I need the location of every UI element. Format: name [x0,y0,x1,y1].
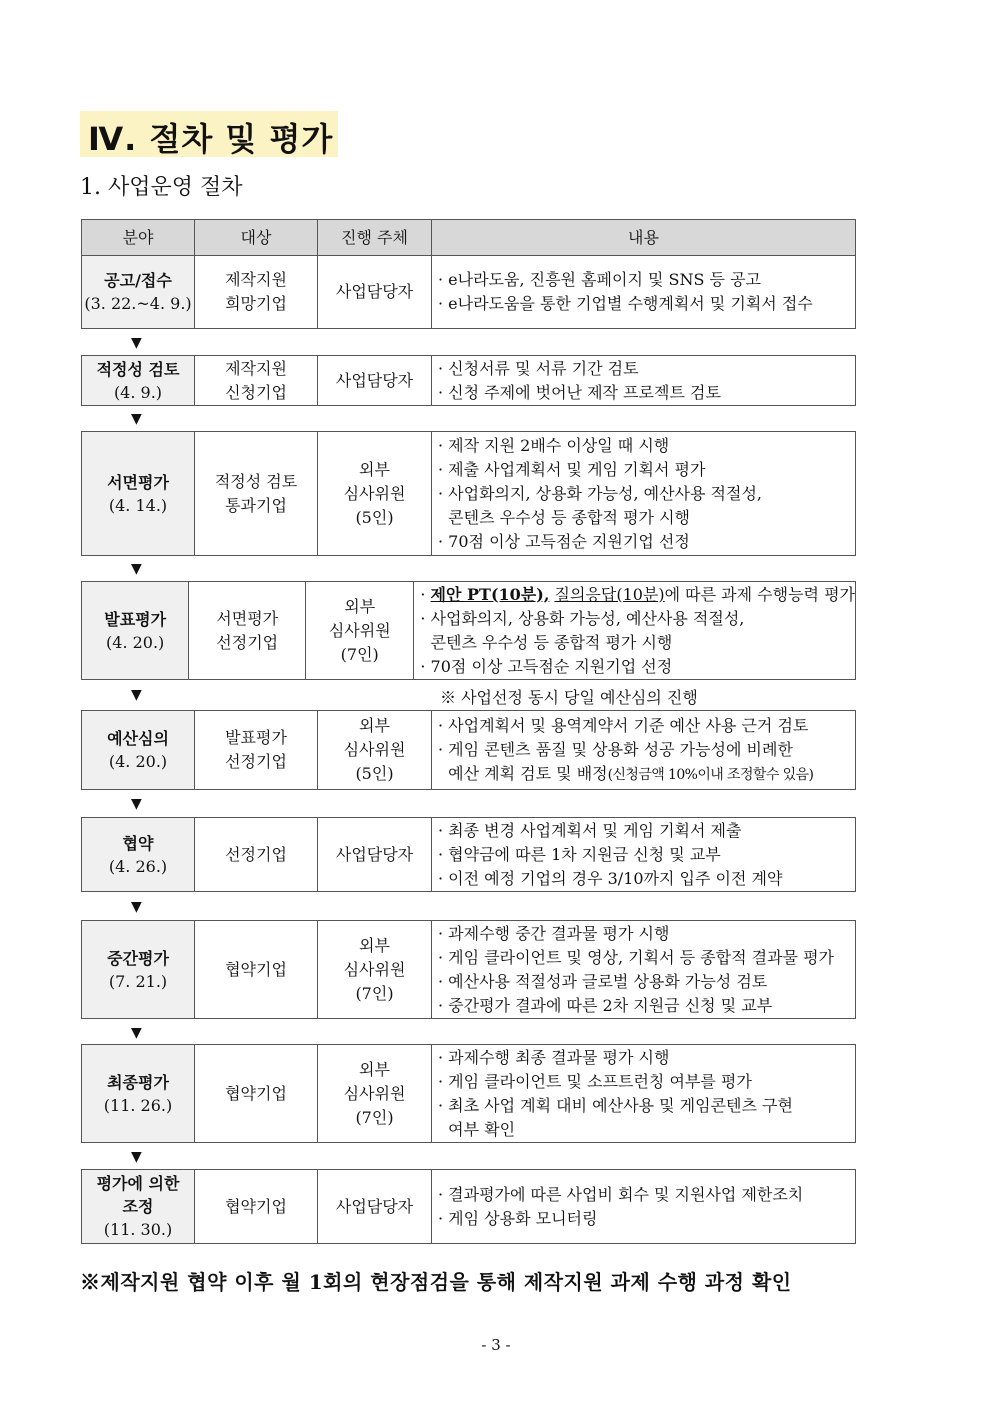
step-field: 공고/접수 (3. 22.~4. 9.) [82,256,195,328]
chapter-title: Ⅳ. 절차 및 평가 [88,120,334,158]
table-header-row [81,219,856,256]
budget-review-note: ※ 사업선정 동시 당일 예산심의 진행 [440,688,698,707]
step-target: 적정성 검토 통과기업 [195,432,318,555]
step-field: 평가에 의한 조정 (11. 30.) [82,1170,195,1243]
page-number: - 3 - [481,1336,511,1354]
step-subject: 사업담당자 [318,256,432,328]
down-arrow-icon: ▼ [131,1149,142,1165]
step-content: · 과제수행 중간 결과물 평가 시행 · 게임 클라이언트 및 영상, 기획서 등 종합적 결과물 평가 · 예산사용 적절성과 글로벌 상용화 가능성 검토 · 중간평가 결과에 따른 2차 지원금 신청 및 교부 [438,923,834,1015]
chapter-heading-highlight [80,111,338,157]
step-field: 예산심의 (4. 20.) [82,711,195,789]
step-subject: 외부 심사위원 (7인) [318,921,432,1018]
step-target: 제작지원 신청기업 [195,356,318,405]
step-row-eligibility-review [81,355,856,406]
header-target: 대상 [195,220,318,255]
step-content: · 제안 PT(10분), 질의응답(10분)에 따른 과제 수행능력 평가 · 사업화의지, 상용화 가능성, 예산사용 적절성, 콘텐츠 우수성 등 종합적 평가 시행 · 70점 이상 고득점순 지원기업 선정 [420,584,855,676]
step-content: · 최종 변경 사업계획서 및 게임 기획서 제출 · 협약금에 따른 1차 지원금 신청 및 교부 · 이전 예정 기업의 경우 3/10까지 입주 이전 계약 [438,820,783,888]
step-content: · 제작 지원 2배수 이상일 때 시행 · 제출 사업계획서 및 게임 기획서 평가 · 사업화의지, 상용화 가능성, 예산사용 적절성, 콘텐츠 우수성 등 종합적 평가 시행 · 70점 이상 고득점순 지원기업 선정 [438,435,762,551]
header-subject: 진행 주체 [318,220,432,255]
step-row-presentation-evaluation [81,581,856,680]
step-subject: 사업담당자 [318,818,432,891]
down-arrow-icon: ▼ [131,335,142,351]
down-arrow-icon: ▼ [131,411,142,427]
step-content: · 사업계획서 및 용역계약서 기준 예산 사용 근거 검토 · 게임 콘텐츠 품질 및 상용화 성공 가능성에 비례한 예산 계획 검토 및 배정(신청금액 10%이내 조정할수 있음) [438,715,814,783]
step-subject: 외부 심사위원 (7인) [306,582,414,679]
step-row-budget-review [81,710,856,790]
step-field: 중간평가 (7. 21.) [82,921,195,1018]
step-row-agreement [81,817,856,892]
step-target: 선정기업 [195,818,318,891]
down-arrow-icon: ▼ [131,687,142,703]
step-row-document-evaluation [81,431,856,556]
step-content: · 과제수행 최종 결과물 평가 시행 · 게임 클라이언트 및 소프트런칭 여부를 평가 · 최초 사업 계획 대비 예산사용 및 게임콘텐츠 구현 여부 확인 [438,1047,793,1139]
header-content: 내용 [432,220,855,255]
step-content: · e나라도움, 진흥원 홈페이지 및 SNS 등 공고 · e나라도움을 통한 기업별 수행계획서 및 기획서 접수 [438,270,813,313]
step-subject: 외부 심사위원 (5인) [318,711,432,789]
step-row-interim-evaluation [81,920,856,1019]
step-target: 발표평가 선정기업 [195,711,318,789]
step-subject: 사업담당자 [318,356,432,405]
down-arrow-icon: ▼ [131,561,142,577]
step-field: 발표평가 (4. 20.) [82,582,189,679]
step-field: 서면평가 (4. 14.) [82,432,195,555]
step-field: 협약 (4. 26.) [82,818,195,891]
header-field: 분야 [82,220,195,255]
step-row-announcement [81,255,856,329]
step-content: · 결과평가에 따른 사업비 회수 및 지원사업 제한조치 · 게임 상용화 모니터링 [438,1184,804,1228]
step-subject: 사업담당자 [318,1170,432,1243]
down-arrow-icon: ▼ [131,899,142,915]
step-row-adjustment [81,1169,856,1244]
step-target: 협약기업 [195,921,318,1018]
section-title: 1. 사업운영 절차 [80,175,243,200]
step-subject: 외부 심사위원 (7인) [318,1045,432,1142]
step-target: 협약기업 [195,1045,318,1142]
step-row-final-evaluation [81,1044,856,1143]
step-content: · 신청서류 및 서류 기간 검토 · 신청 주제에 벗어난 제작 프로젝트 검토 [438,358,721,402]
step-field: 적정성 검토 (4. 9.) [82,356,195,405]
step-target: 서면평가 선정기업 [189,582,306,679]
step-target: 제작지원 희망기업 [195,256,318,328]
step-subject: 외부 심사위원 (5인) [318,432,432,555]
down-arrow-icon: ▼ [131,1025,142,1041]
down-arrow-icon: ▼ [131,796,142,812]
step-field: 최종평가 (11. 26.) [82,1045,195,1142]
step-target: 협약기업 [195,1170,318,1243]
inspection-footnote: ※제작지원 협약 이후 월 1회의 현장점검을 통해 제작지원 과제 수행 과정 확인 [80,1270,792,1294]
